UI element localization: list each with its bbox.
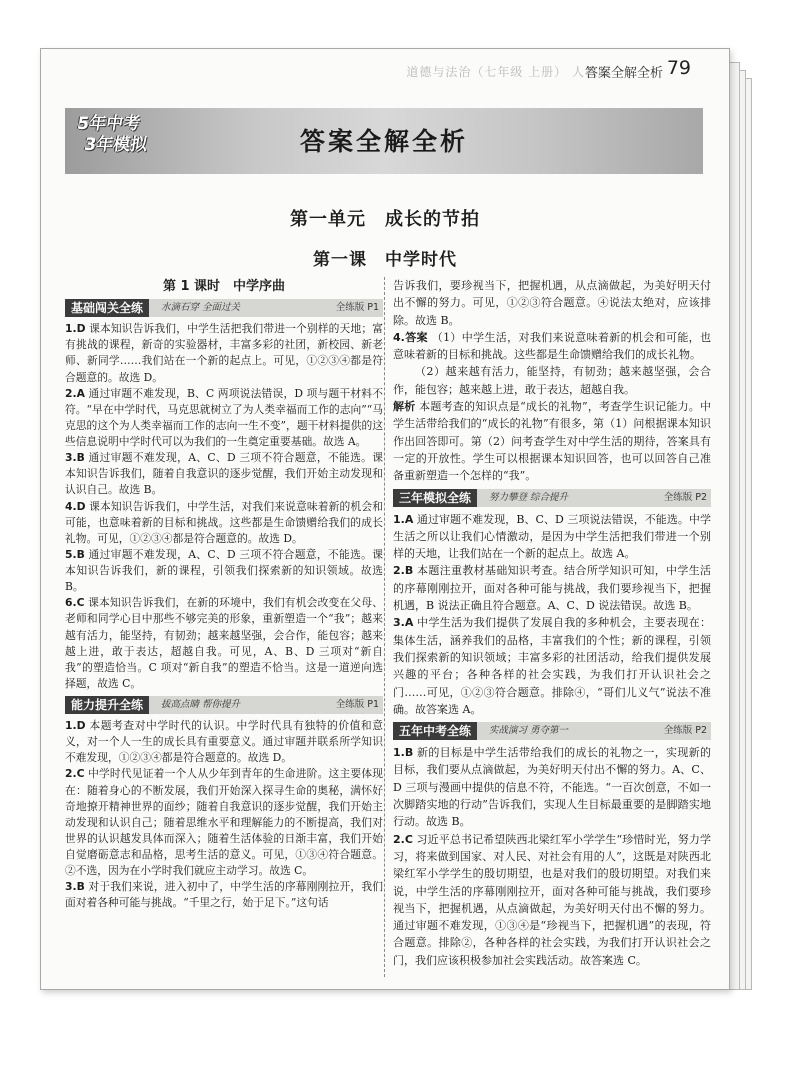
background-surface (0, 1000, 790, 1089)
answer-item: 4.D 课本知识告诉我们，中学生活，对我们来说意味着新的机会和可能，也意味着新的目标和挑战。这些都是生命馈赠给我们的成长礼物。可见，①②③④都是符合题意的。故选 D。 (65, 499, 383, 545)
brand-logo: 5年中考 3年模拟 (75, 114, 149, 155)
answer-item: 5.B 通过审题不难发现，A、C、D 三项不符合题意，不能选。课本知识告诉我们，新的课程，引领我们探索新的知识领域。故选 B。 (65, 547, 383, 594)
five-year-answers (393, 744, 711, 969)
column-divider (384, 277, 385, 977)
answer-item: 1.A 通过审题不难发现，B、C、D 三项说法错误，不能选。中学生活之所以让我们心情激动，是因为中学生活把我们带进一个别样的天地，让我们站在一个新的起点上。故选 A。 (393, 512, 711, 561)
answer-item: 1.D 课本知识告诉我们，中学生活把我们带进一个别样的天地；富有挑战的课程，新奇的实验器材，丰富多彩的社团，新校园、新老师、新同学……我们站在一个新的起点上。可见，①②③④都是符合题意的。故选 D。 (65, 322, 383, 384)
answer-item: 3.B 通过审题不难发现，A、C、D 三项不符合题意，不能选。课本知识告诉我们，随着自我意识的逐步觉醒，我们开始主动发现和认识自己。故选 B。 (65, 451, 383, 497)
page-number: 79 (666, 57, 691, 79)
answer-item: 2.C 中学时代见证着一个人从少年到青年的生命进阶。这主要体现在：随着身心的不断发展，我们开始深入探寻生命的奥秘，满怀好奇地撩开精神世界的面纱；随着自我意识的逐步觉醒，我们开始主动发现和认识自己；随着思维水平和理解能力的不断提高，我们对世界的认识越发具体而深入；随着生活体验的日渐丰富，我们开始自觉磨砺意志和品格，思考生活的意义。可见，①③④符合题意。②不选，因为在小学时我们就应主动学习。故选 C。 (65, 767, 383, 878)
section-header-ability: 能力提升全练 拔高点睛 帮你提升 全练版 P1 (65, 696, 383, 714)
three-year-answers (393, 511, 711, 719)
right-column (393, 277, 711, 969)
answer-item: 3.A 中学生活为我们提供了发展自我的多种机会，主要表现在：集体生活，涵养我们的品格，丰富我们的个性；新的课程，引领我们探索新的知识领域；丰富多彩的社团活动，给我们提供发展兴趣的平台；各种各样的社会实践，为我们打开认识社会之门……可见，①②③符合题意。排除④，“哥们儿义气”说法不准确。故答案选 A。 (393, 616, 711, 716)
running-head-title: 答案全解全析 (584, 66, 663, 81)
lesson-title: 第一课 中学时代 (313, 250, 457, 270)
answer-item-part2: （2）越来越有活力，能坚持，有韧劲；越来越坚强，会合作，能包容；越来越上进，敢于表达，超越自我。 (393, 365, 711, 396)
running-head (41, 49, 729, 89)
answer-item: 4.答案 （1）中学生活，对我们来说意味着新的机会和可能，也意味着新的目标和挑战。这些都是生命馈赠给我们的成长礼物。 (393, 330, 712, 362)
answer-item: 1.D 本题考查对中学时代的认识。中学时代具有独特的价值和意义，对一个人一生的成长具有重要意义。通过审题并联系所学知识不难发现，①②③④都是符合题意的。故选 D。 (65, 719, 383, 765)
answer-item: 2.B 本题注重教材基础知识考查。结合所学知识可知，中学生活的序幕刚刚拉开，面对各种可能与挑战，我们要珍视当下，把握机遇，B 说法正确且符合题意。A、C、D 说法错误。故选 B。 (393, 564, 712, 613)
book-page (40, 48, 730, 990)
chapter-banner (65, 108, 703, 174)
answer-item: 6.C 课本知识告诉我们，在新的环境中，我们有机会改变在父母、老师和同学心目中那些不够完美的形象，重新塑造一个“我”；越来越有活力，能坚持，有韧劲；越来越坚强，会合作，能包容；越来越上进，敢于表达，超越自我。可见，A、B、D 三项对“新自我”的塑造恰当。C 项对“新自我”的塑造不恰当。这是一道逆向选择题，故选 C。 (65, 596, 383, 690)
answer-item: 2.C 习近平总书记希望陕西北梁红军小学学生“珍惜时光，努力学习，将来做到国家、对人民、对社会有用的人”，这既是对陕西北梁红军小学学生的殷切期望，也是对我们的殷切期望。对我们来说，中学生活的序幕刚刚拉开，面对各种可能与挑战，我们要珍视当下，把握机遇，从点滴做起，为美好明天付出不懈的努力。通过审题不难发现，①③④是“珍视当下，把握机遇”的表现，符合题意。排除②，各种各样的社会实践，为我们打开认识社会之门，我们应该积极参加社会实践活动。故答案选 C。 (393, 832, 711, 967)
section-header-basic: 基础闯关全练 水滴石穿 全面过关 全练版 P1 (65, 299, 383, 317)
left-column (65, 277, 383, 912)
ability-answers (65, 718, 383, 912)
section-header-five-year: 五年中考全练 实战演习 勇夺第一 全练版 P2 (393, 722, 711, 740)
bleed-through-text: 道德与法治（七年级 上册） 人教版 (406, 65, 611, 79)
section-header-three-year: 三年模拟全练 努力攀登 综合提升 全练版 P2 (393, 489, 711, 507)
banner-title: 答案全解全析 (299, 127, 468, 156)
period-title: 第 1 课时 中学序曲 (162, 279, 286, 294)
basic-answers (65, 321, 383, 692)
analysis-item: 解析 本题考查的知识点是“成长的礼物”，考查学生识记能力。中学生活带给我们的“成长的礼物”有很多，第（1）问根据课本知识作出回答即可。第（2）问考查学生对中学生活的期待，答案具有一定的开放性。学生可以根据课本知识回答，也可以回答自己准备重新塑造一个怎样的“我”。 (393, 400, 712, 483)
answer-item: 2.A 通过审题不难发现，B、C 两项说法错误，D 项与题干材料不符。“早在中学时代，马克思就树立了为人类幸福而工作的志向”“马克思的这个为人类幸福而工作的志向一生不变”，题干材料提供的这些信息说明中学时代可以为我们的一生奠定重要基础。故选 A。 (65, 386, 383, 448)
answer-item: 3.B 对于我们来说，进入初中了，中学生活的序幕刚刚拉开，我们面对着各种可能与挑战。“千里之行，始于足下。”这句话 (65, 880, 383, 910)
unit-title: 第一单元 成长的节拍 (290, 209, 480, 230)
continued-answer: 告诉我们，要珍视当下，把握机遇，从点滴做起，为美好明天付出不懈的努力。可见，①②③符合题意。④说法太绝对，应该排除。故选 B。 (393, 279, 711, 327)
answer-item: 1.B 新的目标是中学生活带给我们的成长的礼物之一，实现新的目标，我们要从点滴做起，为美好明天付出不懈的努力。A、C、D 三项与漫画中提供的信息不符，不能选。“一百次创意，不如一次脚踏实地的行动”告诉我们，实现人生目标最重要的是脚踏实地行动。故选 B。 (393, 746, 712, 829)
